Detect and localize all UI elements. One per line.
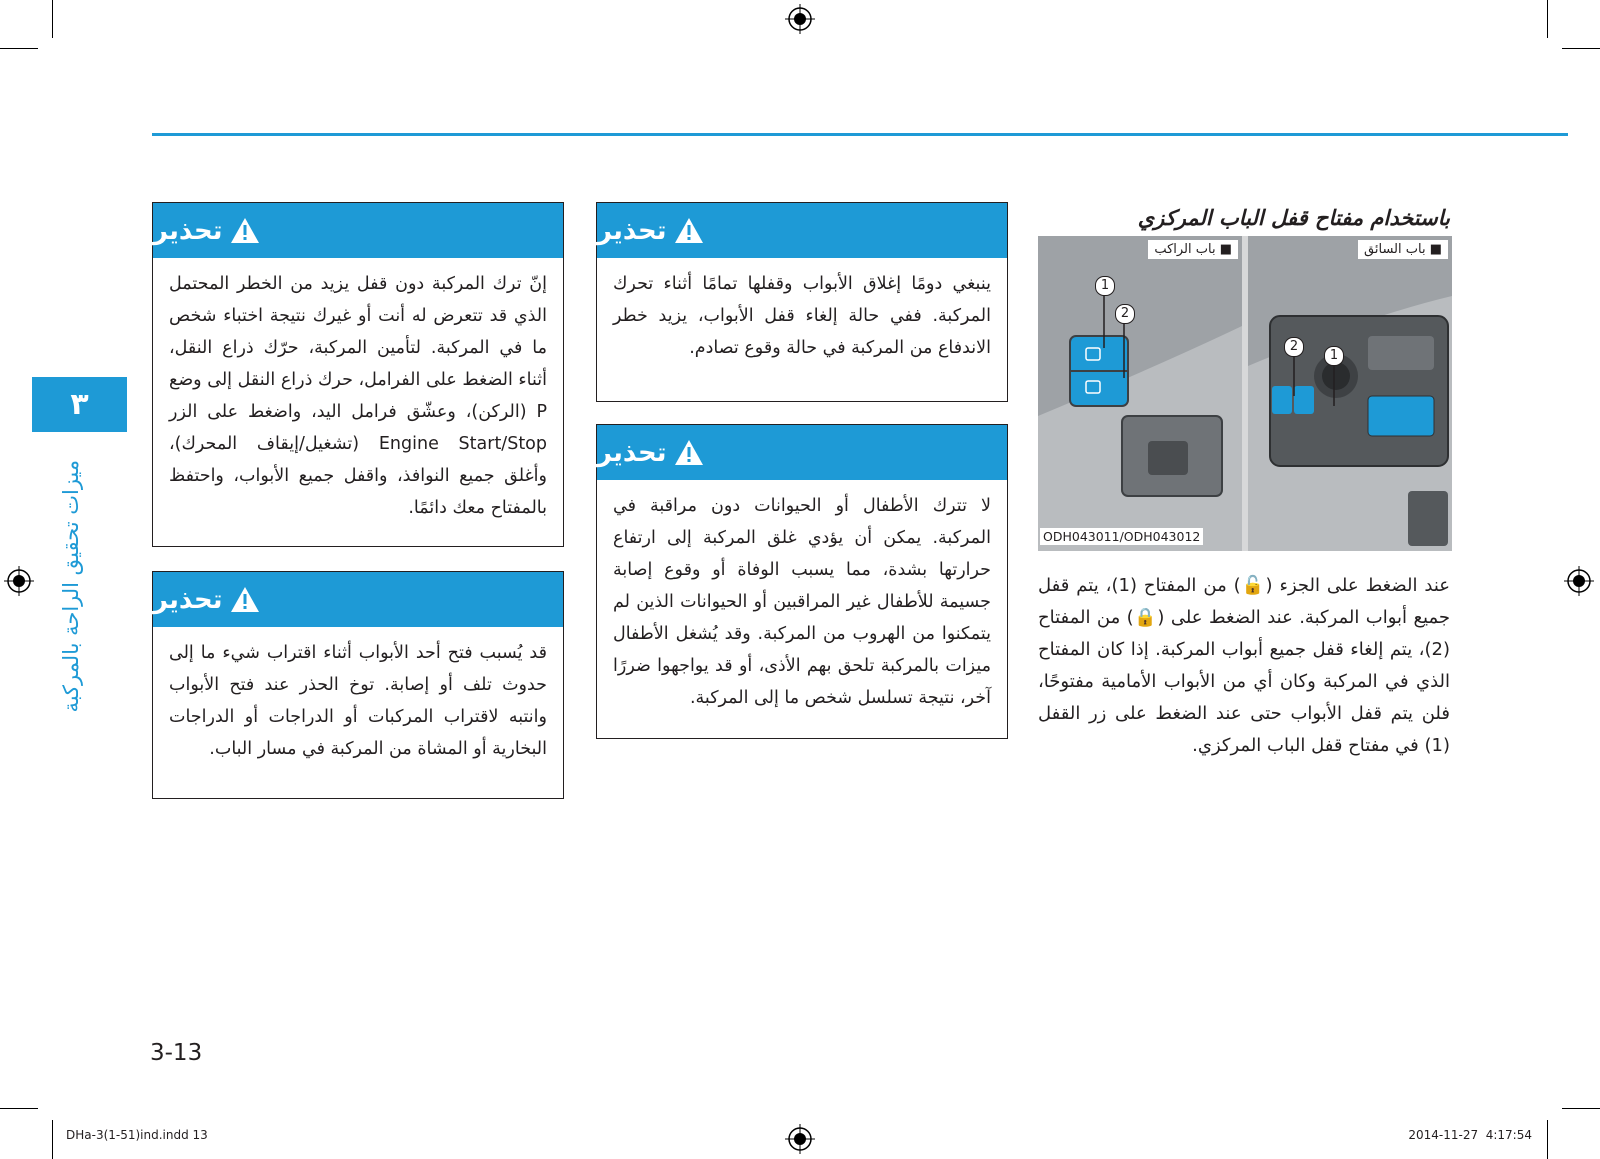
chapter-tab: ٣ [32,377,127,432]
door-lock-figure [1038,236,1452,551]
passenger-switch-illustration [1038,236,1242,551]
registration-mark-icon [4,566,34,596]
driver-switch-illustration [1248,236,1452,551]
warning-text: قد يُسبب فتح أحد الأبواب أثناء اقتراب شيء ما إلى حدوث تلف أو إصابة. توخ الحذر عند فتح الأبواب وانتبه لاقتراب المركبات أو الدراجات أو الدراجات البخارية أو المشاة من المركبة في مسار الباب. [169,643,547,759]
registration-mark-icon [785,4,815,34]
callout-1: 1 [1095,276,1115,296]
registration-mark-icon [1564,566,1594,596]
warning-text: لا تترك الأطفال أو الحيوانات دون مراقبة في المركبة. يمكن أن يؤدي غلق المركبة إلى ارتفاع حرارتها بشدة، مما يسبب الوفاة أو وقوع إصابة جسيمة للأطفال غير المراقبين أو الحيوانات الذين لم يتمكنوا من الهروب من المركبة. وقد يُشغل الأطفال ميزات بالمركبة تلحق بهم الأذى، أو قد يواجهوا ضررًا آخر، نتيجة تسلسل شخص ما إلى المركبة. [613,496,991,708]
warning-title: تحذير [597,215,667,246]
warning-header [597,203,1007,258]
warning-box [152,202,564,547]
warning-triangle-icon [230,217,260,244]
crop-mark [1547,0,1548,38]
section-title: باستخدام مفتاح قفل الباب المركزي [1137,206,1450,230]
warning-header [597,425,1007,480]
crop-mark [0,48,38,49]
callout-2: 2 [1115,304,1135,324]
warning-box [596,424,1008,739]
warning-title: تحذير [153,215,223,246]
warning-text: ينبغي دومًا إغلاق الأبواب وقفلها تمامًا أثناء تحرك المركبة. ففي حالة إلغاء قفل الأبواب، يزيد خطر الاندفاع من المركبة في حالة وقوع تصادم. [613,274,991,358]
warning-box [152,571,564,799]
registration-mark-icon [785,1124,815,1154]
footer-datetime: 2014-11-27 ￼￼ 4:17:54 [1408,1128,1532,1142]
instruction-text: عند الضغط على الجزء (🔓) من المفتاح (1)، يتم قفل جميع أبواب المركبة. عند الضغط على (🔒) من المفتاح (2)، يتم إلغاء قفل جميع أبواب المركبة. إذا كان المفتاح الذي في المركبة وكان أي من الأبواب الأمامية مفتوحًا، فلن يتم قفل الأبواب حتى عند الضغط على زر القفل (1) في مفتاح قفل الباب المركزي. [1038,575,1450,756]
callout-2: 2 [1284,337,1304,357]
crop-mark [52,0,53,38]
warning-header [153,572,563,627]
passenger-door-panel [1038,236,1242,551]
crop-mark [1547,1120,1548,1159]
warning-header [153,203,563,258]
crop-mark [52,1120,53,1159]
callout-1: 1 [1324,346,1344,366]
warning-triangle-icon [674,439,704,466]
crop-mark [1562,48,1600,49]
chapter-label: ميزات تحقيق الراحة بالمركبة [59,460,83,713]
warning-box [596,202,1008,402]
footer-file: DHa-3(1-51)ind.indd 13 [66,1128,208,1142]
page-number: 3-13 [150,1040,203,1066]
crop-mark [1562,1108,1600,1109]
warning-title: تحذير [153,584,223,615]
header-rule [152,133,1568,136]
crop-mark [0,1108,38,1109]
passenger-door-caption: ■ باب الراكب [1148,240,1238,259]
warning-text: إنّ ترك المركبة دون قفل يزيد من الخطر المحتمل الذي قد تتعرض له أنت أو غيرك نتيجة اختباء شخص ما في المركبة. لتأمين المركبة، حرّك ذراع النقل، أثناء الضغط على الفرامل، حرك ذراع النقل إلى وضع P (الركن)، وعشّق فرامل اليد، واضغط على الزر Engine Start/Stop (تشغيل/إيقاف المحرك)، وأغلق جميع النوافذ، واقفل جميع الأبواب، واحتفظ بالمفتاح معك دائمًا. [169,274,547,518]
driver-door-caption: ■ باب السائق [1358,240,1448,259]
driver-door-panel [1248,236,1452,551]
warning-triangle-icon [674,217,704,244]
warning-title: تحذير [597,437,667,468]
figure-code: ODH043011/ODH043012 [1040,528,1203,545]
warning-triangle-icon [230,586,260,613]
